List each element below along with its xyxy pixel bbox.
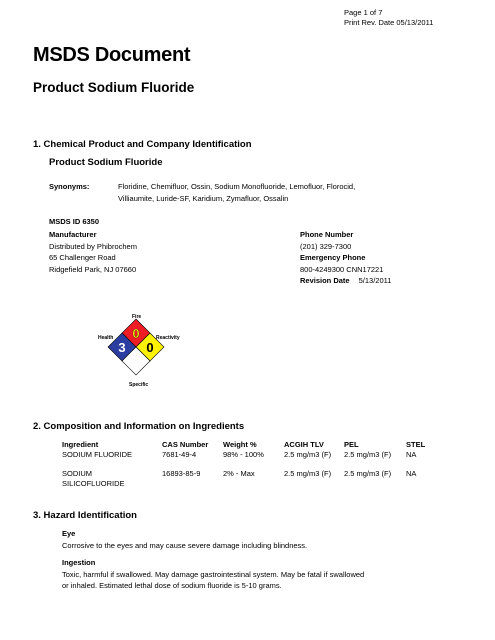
ingestion-text: Toxic, harmful if swallowed. May damage gastrointestinal system. May be fatal if swallowed bbox=[62, 569, 365, 579]
synonyms-line: Floridine, Chemifluor, Ossin, Sodium Monofluoride, Lemofluor, Florocid, bbox=[118, 182, 356, 191]
synonyms-line: Villiaumite, Luride-SF, Karidium, Zymafluor, Ossalin bbox=[118, 193, 289, 203]
cell-pel: 2.5 mg/m3 (F) bbox=[344, 450, 392, 459]
col-header-ingredient: Ingredient bbox=[62, 440, 99, 449]
ingestion-label: Ingestion bbox=[62, 558, 96, 567]
cell-stel: NA bbox=[406, 450, 417, 459]
cell-cas: 7681-49-4 bbox=[162, 450, 197, 459]
section1-heading: 1. Chemical Product and Company Identification bbox=[33, 139, 252, 150]
cell-pel: 2.5 mg/m3 (F) bbox=[344, 469, 392, 478]
eye-label: Eye bbox=[62, 529, 76, 538]
cell-tlv: 2.5 mg/m3 (F) bbox=[284, 469, 332, 478]
ingestion-text: or inhaled. Estimated lethal dose of sodium fluoride is 5-10 grams. bbox=[62, 581, 282, 590]
cell-ingredient: SODIUM FLUORIDE bbox=[62, 450, 133, 459]
col-header-tlv: ACGIH TLV bbox=[284, 440, 324, 449]
eye-hazard bbox=[62, 528, 307, 551]
page-number: Page 1 of 7 bbox=[344, 8, 383, 17]
synonyms-label: Synonyms: bbox=[49, 182, 90, 191]
revision-label: Revision Date bbox=[300, 276, 350, 285]
cell-weight: 2% - Max bbox=[223, 469, 255, 478]
manufacturer-line: Distributed by Phibrochem bbox=[49, 241, 137, 251]
revision-date: 5/13/2011 bbox=[358, 276, 392, 285]
nfpa-health-value: 3 bbox=[118, 340, 126, 355]
col-header-stel: STEL bbox=[406, 440, 426, 449]
phone-label: Phone Number bbox=[300, 230, 354, 239]
col-header-weight: Weight % bbox=[223, 440, 257, 449]
msds-id: MSDS ID 6350 bbox=[49, 217, 100, 226]
cell-ingredient: SODIUM bbox=[62, 469, 92, 478]
cell-tlv: 2.5 mg/m3 (F) bbox=[284, 450, 332, 459]
product-title: Product Sodium Fluoride bbox=[33, 80, 195, 95]
manufacturer-block bbox=[49, 229, 137, 275]
phone-number: (201) 329-7300 bbox=[300, 241, 352, 251]
nfpa-diamond bbox=[98, 316, 208, 396]
cell-weight: 98% - 100% bbox=[223, 450, 264, 459]
print-revision-date: Print Rev. Date 05/13/2011 bbox=[344, 18, 434, 27]
manufacturer-line: Ridgefield Park, NJ 07660 bbox=[49, 264, 137, 274]
manufacturer-line: 65 Challenger Road bbox=[49, 253, 116, 262]
document-title: MSDS Document bbox=[33, 44, 191, 66]
section1-product: Product Sodium Fluoride bbox=[49, 157, 163, 168]
cell-ingredient-cont: SILICOFLUORIDE bbox=[62, 479, 125, 488]
col-header-pel: PEL bbox=[344, 440, 359, 449]
nfpa-diamond-graphic bbox=[98, 316, 208, 396]
nfpa-health-label: Health bbox=[98, 335, 114, 341]
cell-stel: NA bbox=[406, 469, 417, 478]
col-header-cas: CAS Number bbox=[162, 440, 209, 449]
emergency-label: Emergency Phone bbox=[300, 253, 366, 262]
emergency-phone: 800-4249300 CNN17221 bbox=[300, 264, 384, 274]
nfpa-specific-label: Specific bbox=[129, 382, 149, 388]
nfpa-reactivity-label: Reactivity bbox=[156, 335, 180, 341]
nfpa-fire-label: Fire bbox=[132, 314, 142, 320]
section3-heading: 3. Hazard Identification bbox=[33, 510, 137, 521]
revision-row bbox=[300, 275, 391, 287]
eye-text: Corrosive to the eyes and may cause severe damage including blindness. bbox=[62, 540, 308, 550]
ingestion-hazard bbox=[62, 557, 364, 592]
nfpa-fire-value: 0 bbox=[132, 326, 140, 341]
manufacturer-label: Manufacturer bbox=[49, 230, 97, 239]
section2-heading: 2. Composition and Information on Ingredients bbox=[33, 421, 245, 432]
cell-cas: 16893-85-9 bbox=[162, 469, 201, 478]
synonyms-list bbox=[118, 181, 355, 204]
page-header-right bbox=[344, 8, 433, 28]
contact-block bbox=[300, 229, 391, 287]
nfpa-reactivity-value: 0 bbox=[146, 340, 154, 355]
